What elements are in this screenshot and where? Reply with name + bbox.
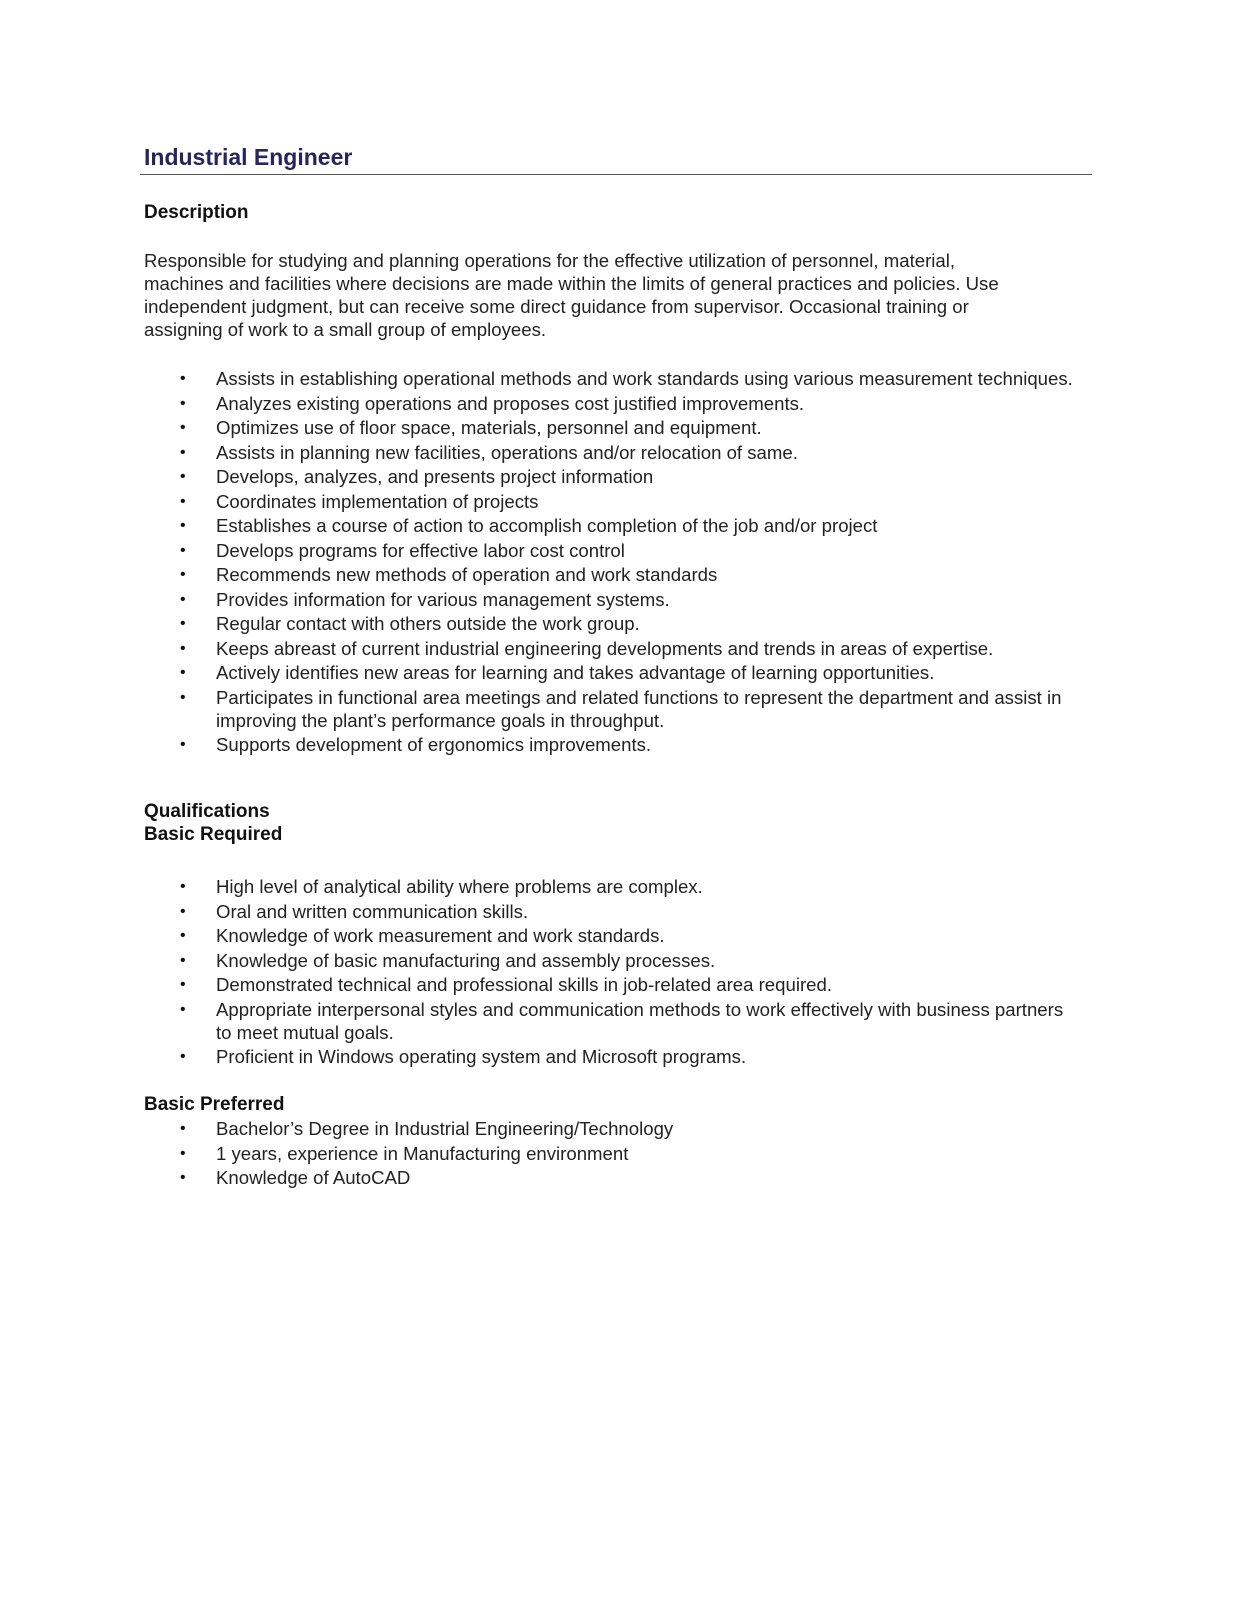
list-item-text: Coordinates implementation of projects (216, 490, 539, 512)
description-heading: Description (144, 202, 249, 223)
description-line: machines and facilities where decisions are made within the limits of general practices and policies. Use (144, 273, 999, 294)
list-item (0, 924, 1076, 947)
list-item (0, 416, 1076, 439)
description-paragraph (144, 249, 1079, 341)
basic-preferred-heading: Basic Preferred (144, 1094, 285, 1115)
bullet-icon: • (180, 688, 186, 706)
bullet-icon: • (180, 736, 186, 753)
bullet-icon: • (180, 615, 186, 632)
list-item-text: Oral and written communication skills. (216, 900, 529, 922)
list-item-text: Recommends new methods of operation and work standards (216, 564, 718, 585)
bullet-icon: • (180, 1120, 186, 1137)
bullet-icon: • (180, 517, 186, 534)
list-item (0, 949, 1076, 972)
list-item (0, 588, 1076, 611)
bullet-icon: • (180, 370, 186, 387)
list-item (0, 1045, 1076, 1068)
list-item (0, 1117, 1076, 1140)
list-item (0, 998, 1076, 1044)
list-item (0, 563, 1076, 586)
list-item-text: Assists in establishing operational methods and work standards using various measurement techniques. (216, 368, 1073, 389)
list-item-text: Assists in planning new facilities, operations and/or relocation of same. (216, 441, 798, 463)
list-item-text: Keeps abreast of current industrial engineering developments and trends in areas of expertise. (216, 637, 994, 659)
list-item (0, 661, 1076, 684)
list-item (0, 392, 1076, 415)
list-item-text: Provides information for various management systems. (216, 588, 670, 610)
bullet-icon: • (180, 664, 186, 681)
list-item-text: Establishes a course of action to accomplish completion of the job and/or project (216, 515, 878, 536)
list-item-text: Bachelor’s Degree in Industrial Engineering/Technology (216, 1118, 674, 1139)
list-item-text: Demonstrated technical and professional skills in job-related area required. (216, 974, 832, 995)
list-item (0, 686, 1076, 732)
bullet-icon: • (180, 1144, 186, 1162)
basic-preferred-list (0, 1117, 1237, 1191)
basic-required-list (0, 875, 1237, 1070)
basic-required-heading: Basic Required (144, 824, 283, 845)
description-line: independent judgment, but can receive some direct guidance from supervisor. Occasional training or (144, 296, 969, 317)
list-item (0, 1166, 1076, 1189)
list-item-text: 1 years, experience in Manufacturing environment (216, 1142, 629, 1164)
list-item (0, 367, 1076, 390)
list-item-text: Optimizes use of floor space, materials, personnel and equipment. (216, 417, 762, 438)
list-item-text: Develops, analyzes, and presents project information (216, 466, 654, 487)
list-item-text: Proficient in Windows operating system and Microsoft programs. (216, 1046, 747, 1067)
bullet-icon: • (180, 566, 186, 583)
duties-list (0, 367, 1237, 758)
bullet-icon: • (180, 927, 186, 944)
list-item-text: Knowledge of basic manufacturing and assembly processes. (216, 949, 716, 971)
list-item (0, 1142, 1076, 1165)
bullet-icon: • (180, 902, 186, 920)
qualifications-heading: Qualifications (144, 801, 270, 822)
list-item-text: Supports development of ergonomics improvements. (216, 734, 652, 755)
bullet-icon: • (180, 1048, 186, 1065)
bullet-icon: • (180, 1169, 186, 1186)
list-item (0, 973, 1076, 996)
bullet-icon: • (180, 590, 186, 608)
list-item (0, 900, 1076, 923)
list-item-text: High level of analytical ability where problems are complex. (216, 876, 703, 897)
list-item-text: Actively identifies new areas for learning and takes advantage of learning opportunities. (216, 662, 935, 683)
list-item (0, 514, 1076, 537)
bullet-icon: • (180, 878, 186, 895)
list-item-text: Develops programs for effective labor cost control (216, 539, 625, 561)
list-item-text: Knowledge of AutoCAD (216, 1167, 411, 1188)
bullet-icon: • (180, 1000, 186, 1018)
list-item (0, 875, 1076, 898)
bullet-icon: • (180, 976, 186, 993)
description-line: Responsible for studying and planning operations for the effective utilization of personnel, material, (144, 250, 956, 271)
bullet-icon: • (180, 951, 186, 969)
list-item (0, 637, 1076, 660)
bullet-icon: • (180, 468, 186, 485)
bullet-icon: • (180, 492, 186, 510)
bullet-icon: • (180, 443, 186, 461)
bullet-icon: • (180, 639, 186, 657)
page-title: Industrial Engineer (144, 144, 353, 170)
list-item (0, 733, 1076, 756)
list-item-text: Analyzes existing operations and proposes cost justified improvements. (216, 392, 805, 414)
title-divider (140, 174, 1092, 175)
list-item (0, 441, 1076, 464)
list-item-text: Appropriate interpersonal styles and communication methods to work effectively with business partners to meet mutual goals. (216, 998, 1064, 1043)
list-item (0, 539, 1076, 562)
bullet-icon: • (180, 541, 186, 559)
description-line: assigning of work to a small group of employees. (144, 319, 547, 340)
list-item-text: Participates in functional area meetings and related functions to represent the department and assist in improving the plant’s performance goals in throughput. (216, 686, 1062, 731)
list-item (0, 612, 1076, 635)
list-item-text: Knowledge of work measurement and work standards. (216, 925, 665, 946)
list-item (0, 490, 1076, 513)
list-item (0, 465, 1076, 488)
bullet-icon: • (180, 394, 186, 412)
list-item-text: Regular contact with others outside the work group. (216, 613, 640, 634)
bullet-icon: • (180, 419, 186, 436)
